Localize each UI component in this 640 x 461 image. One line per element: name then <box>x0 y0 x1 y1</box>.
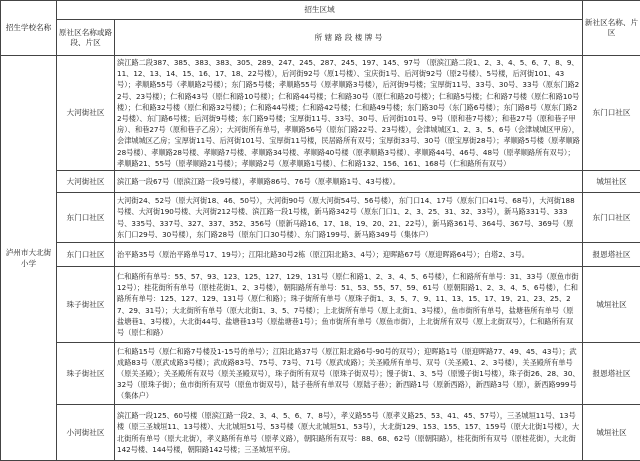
table-row <box>1 343 640 405</box>
new-district: 报恩塔社区 <box>583 343 640 405</box>
addresses-header: 所 辖 路 段 楼 牌 号 <box>115 20 583 56</box>
orig-district: 东门口社区 <box>57 243 115 267</box>
address-list: 滨江路一段67号（原滨江路一段9号楼），孝顺路86号、76号（原孝顺路1号、43号楼）。 <box>115 171 583 193</box>
table-row <box>1 171 640 193</box>
table-row <box>1 405 640 461</box>
new-district-header: 新社区名称、片区 <box>583 1 640 56</box>
table-row <box>1 56 640 171</box>
table-row <box>1 193 640 243</box>
school-name-header: 招生学校名称 <box>1 1 57 56</box>
orig-district-header: 原社区名称或路段、片区 <box>57 20 115 56</box>
address-list: 治平路35号（原治平路单号17、19号）；江阳北路30号2栋（原江阳北路3、4号）；迎晖路67号（原迎晖路64号）；白塔2、3号。 <box>115 243 583 267</box>
orig-district: 珠子街社区 <box>57 343 115 405</box>
orig-district: 珠子街社区 <box>57 267 115 343</box>
table-row <box>1 267 640 343</box>
orig-district: 大河街社区 <box>57 171 115 193</box>
address-list: 仁和路所有单号：55、57、93、123、125、127、129、131号（原仁和路1、2、3、4、5、6号楼），仁和路所有单号：31、33号（原鱼市街12号）；桂花街所有单号（原桂花街1、2、3号楼），朝阳路所有单号：51、53、55、57、59、61号（原朝阳路1、2、3、4、5、6号楼），仁和路所有单号：125、127、129、131号（原仁和路）；珠子街所有单号（原珠子街1、3、5、7、9、11、13、15、17、19、21、23、25、27、29、31号）；大北街所有单号（原大北街1、3、5、7号楼）；上北街所有单号（原上北街1、3号楼），鱼市街所有单号，盐塘巷所有单号（原盐塘巷1、3号楼），大北街44号、盐塘巷13号（原盐塘巷1号）；鱼市街所有单号（原鱼市街），上北街所有双号（原上北街双号），仁和路所有双号（原仁和路） <box>115 267 583 343</box>
new-district: 东门口社区 <box>583 193 640 243</box>
new-district: 城垣社区 <box>583 405 640 461</box>
header-row-1 <box>1 1 640 20</box>
new-district: 东门口社区 <box>583 56 640 171</box>
address-list: 滨江路一段125、60号楼（原滨江路一段2、3、4、5、6、7、8号），孝义路55号（原孝义路25、53、41、45、57号），三圣城垣11号、13号楼（原三圣城垣11、13号楼）、大北城垣51号、53号楼（原大北城垣51、53号），大北街129、153、155、157、159号（原大北街1号楼），大北街所有单号（原大北街），孝义路所有单号（原孝义路），朝阳路所有双号：88、68、62号（原朝阳路），桂花街所有双号（原桂花街），大北街142号楼、144号楼，朝阳路142号楼；三圣城垣平房。 <box>115 405 583 461</box>
orig-district: 东门口社区 <box>57 193 115 243</box>
new-district: 城垣社区 <box>583 267 640 343</box>
orig-district: 大河街社区 <box>57 56 115 171</box>
address-list: 大河街24、52号（原大河街18、46、50号），大河街90号（原大河街54号、56号楼），东门口14、17号（原东门口41号、68号），大河街188号楼、大河街190号楼、大河街212号楼、滨江路一段1号楼，新马路342号（原东门口1、2、3、25、31、32、33号），新马路331号、333号、335号、337号、327、337、352、356号（原新马路16、17、18、19、20、21、22号），新马路361号、364号、367号、369号（原东门口29号、30号楼），东门路28号（原东门口30号楼）、东门路199号、新马路349号（集体户） <box>115 193 583 243</box>
school-name: 泸州市大北街小学 <box>1 56 57 461</box>
orig-district: 小河街社区 <box>57 405 115 461</box>
table-row <box>1 243 640 267</box>
address-list: 仁和路15号（原仁和路7号楼及1-15号的单号）；江阳北路37号（原江阳北路6号-90号的双号）；迎晖路1号（原迎晖路77、49、45、43号）；武成路83号（原武成路3号楼）；武成路83号、75号、73号、71号（原武成路）；关圣殿所有单号、双号（关圣殿1、2、3号楼），关圣殿所有单号（原关圣殿）；关圣殿所有双号（原关圣殿双号），珠子街所有双号（原珠子街双号）；馒子街1、3、5号（原馒子街1号楼），珠子街26、28、30、32号（原珠子街）；鱼市街所有双号（原鱼市街双号），陆子巷所有单双号（原陆子巷）；新西路1号（原新西路），新西路3号（原），新西路999号（集体户） <box>115 343 583 405</box>
address-list: 滨江路二段387、385、383、383、305、289、247、245、287、245、197、145、97号 （原滨江路二段1、2、3、4、5、6、7、8、9、11、12、13、14、15、16、17、18、22号楼），后河街92号（原1号楼）、宝庆街1号、后河街92号（原2号楼）、5号楼，后河街101、43号）；孝顺路55号（孝顺路2号楼）；东门路5号楼；孝顺路55号（原孝顺路3号楼），后河街9号楼；宝厚街11号、33号、30号、33号（原东门路22号、23号楼）；仁和路43号（原仁和路10号楼）；仁和路44号楼；仁和路30号（原仁和路20号楼）；仁和路5号楼；仁和路7号楼（原仁和路10号楼）；仁和路32号楼（原仁和路32号楼）；仁和路44号楼；仁和路42号楼；仁和路49号楼；东门路30号（东门路6号楼）；东门路8号（原东门路22号楼）、东门路6号楼；后河街9号楼；东门路9号楼；宝厚街11号、33号、30号、后河街101号、9号（原和巷7号楼）；和巷27号（原和巷子甲房）、和巷27号（原和巷子乙房）；大河街所有单号，孝顺路56号（原东门路22号、23号楼），会津城城区1、2、3、5、6号（会津城城区甲房），会津城城区乙房；宝厚街11号、后河街101号、宝厚街11号楼，民居路所有双号；宝厚街33号、30号（原宝厚街28号）；孝顺路5号楼（原孝顺路28号楼）、孝顺路28号楼、孝顺路7号楼、孝顺路34号楼、孝顺路40号楼（原孝顺路3号楼）、孝顺路44号、46号、48号（原孝顺路所有双号）；孝顺路21、55号（原孝顺路21号楼）；孝顺路2号（原孝顺路1号楼）、仁和路132、156、161、168号（仁和路所有双号） <box>115 56 583 171</box>
new-district: 报恩塔社区 <box>583 243 640 267</box>
header-row-2 <box>1 20 640 56</box>
new-district: 城垣社区 <box>583 171 640 193</box>
area-title-header: 招生区域 <box>57 1 583 20</box>
